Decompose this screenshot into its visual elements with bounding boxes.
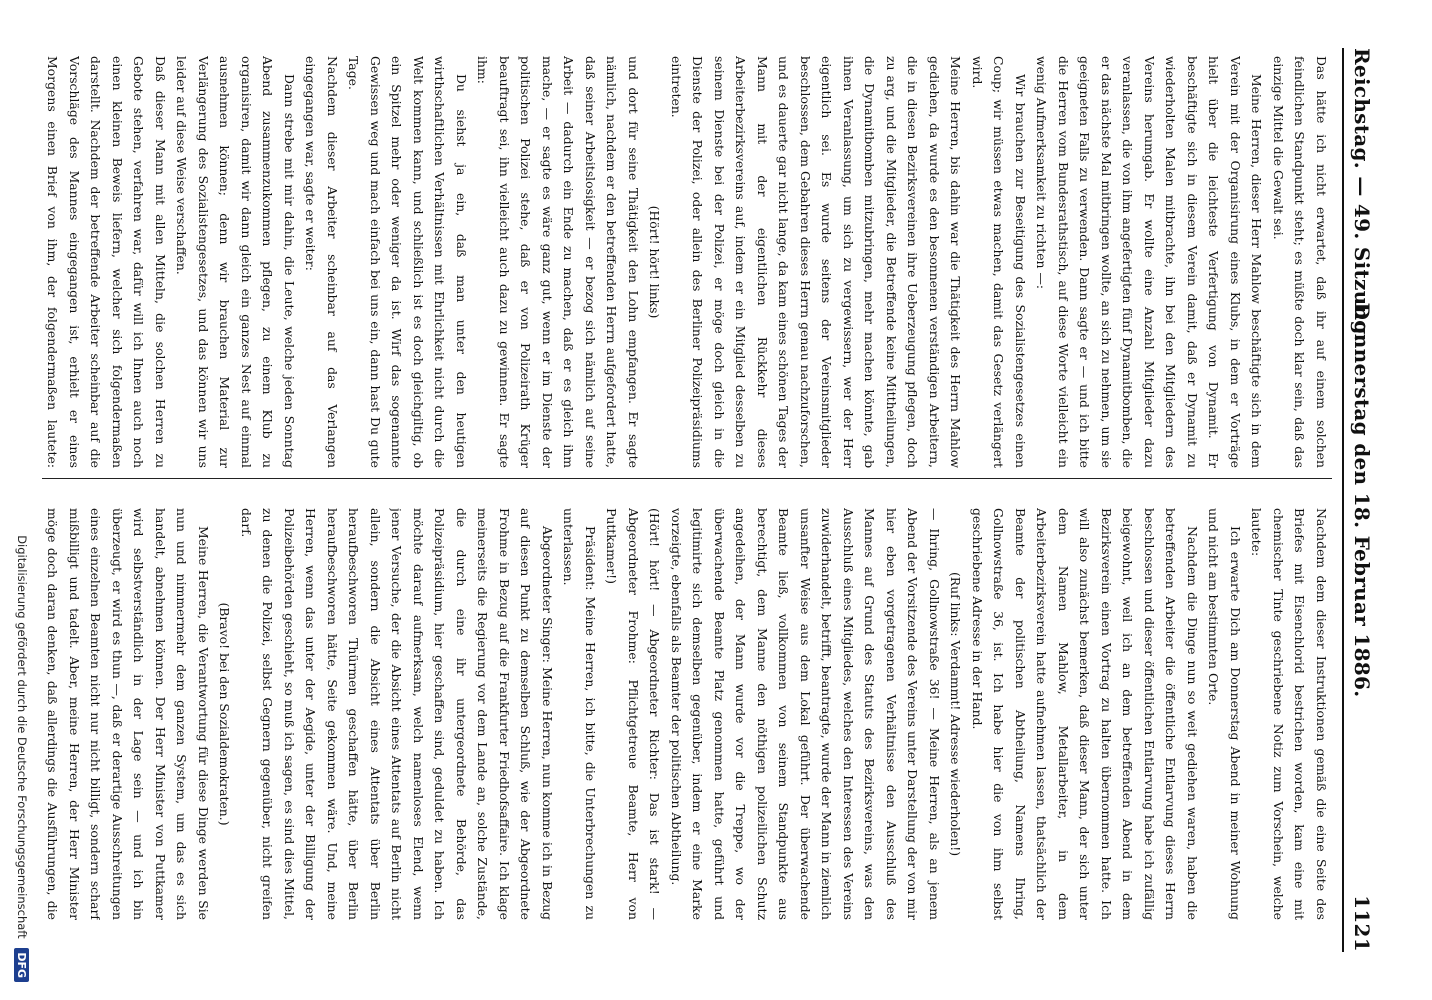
paragraph: Du siehst ja ein, daß man unter den heutigen wirthschaftlichen Verhältnissen mit Ehrlichkeit nicht durch die Welt kommen kann, und schließlich ist es doch gleichgiltig, ob ein Spitzel mehr oder weniger da ist. Wirf das sogenannte Gewissen weg und mach einfach bei uns ein, dann hast Du gute Tage. [346, 56, 469, 468]
paragraph: Das hätte ich nicht erwartet, daß ihr auf einem solchen feindlichen Standpunkt steht; es müßte doch klar sein, daß das einzige Mittel die Gewalt sei. [1271, 56, 1329, 468]
left-column [42, 56, 1332, 468]
paragraph: (Hört! hört! — Abgeordneter Richter: Das ist stark! — Abgeordneter Frohme: Pflichtgetreue Beamte, Herr von Puttkamer!) [604, 508, 663, 920]
header-rule [1342, 48, 1344, 952]
paragraph: Nachdem dem dieser Instruktionen gemäß die eine Seite des Briefes mit Eisenchlorid bestrichen worden, kam eine mit chemischer Tinte geschriebene Notiz zum Vorschein, welche lautete: [1249, 508, 1329, 920]
column-divider [42, 478, 1332, 479]
paragraph: (Hört! hört! links) [647, 205, 663, 319]
paragraph: Dann strebe mit mir dahin, die Leute, welche jeden Sonntag Abend zusammenzukommen pflegen, zu einem Klub zu organisiren, damit wir dann gleich ein ganzes Nest auf einmal ausnehmen können; denn wir brauchen Material zur Verlängerung des Sozialistengesetzes, und das können wir uns leider auf diese Weise verschaffen. [174, 56, 297, 468]
paragraph: Meine Herren, bis dahin war die Thätigkeit des Herrn Mahlow gediehen, da wurde es den besonnenen verständigen Arbeitern, die in diesen Bezirksvereinen ihre Ueberzeugung pflegen, doch zu arg, und die Mitglieder, die Betreffende keine Mittheilungen, die Dynamitbomben mitzubringen, mehr machen könnte, gab ihnen Veranlassung, um sich zu vergewissern, wer der Herr eigentlich sei. Es wurde seitens der Vereinsmitglieder beschlossen, dem Gebahren dieses Herrn genau nachzuforschen, und es dauerte gar nicht lange, da kam eines schönen Tages der Mann mit der eigentlichen Rückkehr dieses Arbeiterbezirksvereins auf, indem er ein Mitglied desselben zu seinem Dienste bei der Polizei, er möge doch gleich in die Dienste der Polizei, oder allein des Berliner Polizeipräsidiums eintreten. [669, 56, 964, 468]
page-header [1346, 48, 1374, 952]
paragraph: Wir brauchen zur Beseitigung des Sozialistengesetzes einen Coup; wir müssen etwas machen, damit das Gesetz verlängert wird. [970, 56, 1028, 468]
right-column [42, 508, 1332, 920]
paragraph: Präsident: Meine Herren, ich bitte, die Unterbrechungen zu unterlassen. [561, 508, 598, 920]
paragraph: (Bravo! bei den Sozialdemokraten.) [217, 602, 233, 826]
paragraph: Abgeordneter Singer: Meine Herren, nun komme ich in Bezug auf diesen Punkt zu demselben Schluß, wie der Abgeordnete Frohme in Bezug auf die Frankfurter Friedhofsaffaire. Ich klage meinerseits die Regierung vor dem Lande an, solche Zustände, die durch eine ihr untergeordnete Behörde, das Polizeipräsidium, hier geschaffen sind, geduldet zu haben. Ich möchte darauf aufmerksam, welch namenloses Elend, wenn jener Versuche, der die Absicht eines Attentats auf Berlin nicht allein, sondern die Absicht eines Attentats über Berlin heraufbeschworen Thürmen geschaffen hätte, über Berlin heraufbeschworen hätte, Seite gekommen wäre. Und, meine Herren, wenn das unter der Aegide, unter der Billigung der Polizeibehörden geschieht, so muß ich sagen, es sind dies Mittel, zu denen die Polizei, selbst Gegnern gegenüber, nicht greifen darf. [239, 508, 555, 920]
page-footer [14, 0, 29, 1000]
paragraph: Ich erwarte Dich am Donnerstag Abend in meiner Wohnung und nicht am bestimmten Orte. [1206, 508, 1243, 920]
footer-credit: Digitalisierung gefördert durch die Deutsche Forschungsgemeinschaft [15, 535, 29, 939]
dfg-logo: DFG [14, 948, 29, 982]
paragraph: Daß dieser Mann mit allen Mitteln, die solchen Herren zu Gebote stehen, verfahren war, dafür will ich Ihnen auch noch einen kleinen Beweis liefern, welcher sich folgendermaßen darstellt. Nachdem der betreffende Arbeiter scheinbar auf die Vorschläge des Mannes eingegangen ist, erhielt er eines Morgens einen Brief von ihm, der folgendermaßen lautete: [45, 56, 168, 468]
header-left: Reichstag. — 49. Sitzung. [1350, 48, 1374, 342]
paragraph: Nachdem dieser Arbeiter scheinbar auf das Verlangen eingegangen war, sagte er weiter: [303, 56, 340, 468]
paragraph: — Ihring, Gollnowstraße 36! — Meine Herren, als an jenem Abend der Vorsitzende des Vereins unter Darstellung der von mir hier eben vorgetragenen Verhältnisse den Ausschluß des Mannes auf Grund des Statuts des Bezirksvereins, was den Ausschluß eines Mitgliedes, welches den Interessen des Vereins zuwiderhandelt, betrifft, beantragte, wurde der Mann in ziemlich unsanfter Weise aus dem Lokal geführt. Der überwachende Beamte ließ, vollkommen von seinem Standpunkte aus berechtigt, dem Manne den nöthigen polizeilichen Schutz angedeihen, der Mann wurde vor die Treppe, wo der überwachende Beamte Platz genommen hatte, geführt und legitimirte sich demselben gegenüber, indem er eine Marke vorzeigte, ebenfalls als Beamter der politischen Abtheilung. [669, 508, 942, 920]
header-date: Donnerstag den 18. Februar 1886. [1350, 302, 1374, 698]
paragraph: und dort für seine Thätigkeit den Lohn empfangen. Er sagte nämlich, nachdem er den betreffenden Herrn aufgefordert hatte, daß seiner Arbeitslosigkeit — er bezog sich nämlich auf seine Arbeit — dadurch ein Ende zu machen, daß er es gleich ihm mache, — er sagte es wäre ganz gut, wenn er im Dienste der politischen Polizei stehe, daß er von Polizeirath Krüger beauftragt sei, ihn vielleicht auch dazu zu gewinnen. Er sagte ihm: [475, 56, 641, 468]
page-number: 1121 [1350, 895, 1374, 952]
paragraph: (Ruf links: Verdammt! Adresse wiederholen!) [948, 571, 964, 857]
paragraph: Meine Herren, die Verantwortung für diese Dinge werden Sie nun und nimmermehr dem ganzen System, um das es sich handelt, abnehmen können. Der Herr Minister von Puttkamer wird selbstverständlich in der Lage sein — und ich bin überzeugt, er wird es thun —, daß er derartige Ausschreitungen eines einzelnen Beamten nicht nur nicht billigt, sondern scharf mißbilligt und tadelt. Aber, meine Herren, der Herr Minister möge doch daran denken, daß allerdings die Ausführungen, die [45, 508, 211, 920]
paragraph: Meine Herren, dieser Herr Mahlow beschäftigte sich in dem Verein mit der Organisirung eines Klubs, in dem er Vorträge hielt über die leichteste Verfertigung von Dynamit. Er beschäftigte sich in diesem Verein damit, daß er Dynamit zu wiederholten Malen mitbrachte, ihn bei den Mitgliedern des Vereins herumgab. Er wollte eine Anzahl Mitglieder dazu veranlassen, die von ihm angefertigten fünf Dynamitbomben, die er das nächste Mal mitbringen wollte, an sich zu nehmen, um sie geeigneten Falls zu verwenden. Dann sagte er — und ich bitte die Herren vom Bundesrathstisch, auf diese Worte vielleicht ein wenig Aufmerksamkeit zu richten —: [1034, 56, 1265, 468]
paragraph: Nachdem die Dinge nun so weit gediehen waren, haben die betreffenden Arbeiter die öffentliche Entlarvung dieses Herrn beschlossen und dieser öffentlichen Entlarvung habe ich zufällig beigewohnt, weil ich an dem betreffenden Abend in dem Bezirksverein einen Vortrag zu halten übernommen hatte. Ich will also zunächst bemerken, daß dieser Mann, der sich unter dem Namen Mahlow, Metallarbeiter, in dem Arbeiterbezirksverein hatte aufnehmen lassen, thatsächlich der Beamte der politischen Abtheilung, Namens Ihring, Gollnowstraße 36, ist. Ich habe hier die von ihm selbst geschriebene Adresse in der Hand. [970, 508, 1200, 920]
